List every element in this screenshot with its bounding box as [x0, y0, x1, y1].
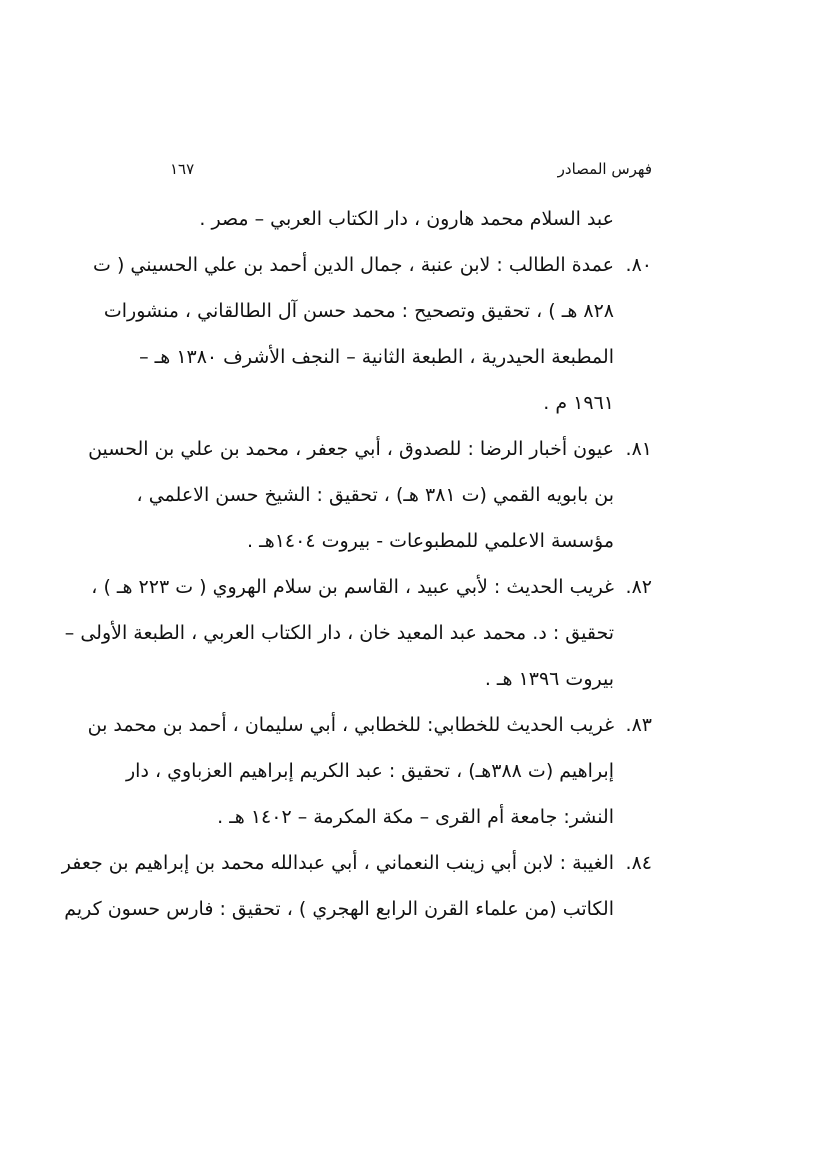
entry-line: غريب الحديث للخطابي: للخطابي ، أبي سليمان ، أحمد بن محمد بن: [87, 714, 614, 736]
entry-line: بن بابويه القمي (ت ٣٨١ هـ) ، تحقيق : الشيخ حسن الاعلمي ،: [136, 484, 614, 506]
entry-line: غريب الحديث : لأبي عبيد ، القاسم بن سلام الهروي ( ت ٢٢٣ هـ ) ،: [91, 576, 614, 598]
bibliography-entry: [88, 426, 652, 564]
entry-line: مؤسسة الاعلمي للمطبوعات - بيروت ١٤٠٤هـ .: [247, 530, 614, 552]
entry-line: النشر: جامعة أم القرى – مكة المكرمة – ١٤٠٢ هـ .: [217, 806, 614, 828]
running-header: [170, 160, 652, 188]
entry-number: ٨٤.: [625, 852, 652, 874]
entry-number: ٨٠.: [625, 254, 652, 276]
header-title: فهرس المصادر: [557, 160, 652, 178]
bibliography-entry: [93, 242, 652, 426]
entry-line: الكاتب (من علماء القرن الرابع الهجري ) ، تحقيق : فارس حسون كريم: [64, 898, 614, 920]
entry-line: المطبعة الحيدرية ، الطبعة الثانية – النجف الأشرف ١٣٨٠ هـ –: [139, 346, 614, 368]
entry-line: إبراهيم (ت ٣٨٨هـ) ، تحقيق : عبد الكريم إبراهيم العزباوي ، دار: [125, 760, 614, 782]
entry-line: ١٩٦١ م .: [543, 392, 614, 414]
entry-line: بيروت ١٣٩٦ هـ .: [484, 668, 614, 690]
entry-line: ٨٢٨ هـ ) ، تحقيق وتصحيح : محمد حسن آل الطالقاني ، منشورات: [103, 300, 614, 322]
continuation-line: عبد السلام محمد هارون ، دار الكتاب العربي – مصر .: [199, 208, 614, 230]
bibliography-body: [61, 196, 652, 932]
entry-number: ٨٣.: [625, 714, 652, 736]
bibliography-entry: [61, 840, 652, 932]
entry-line: تحقيق : د. محمد عبد المعيد خان ، دار الكتاب العربي ، الطبعة الأولى –: [64, 622, 614, 644]
entry-line: عيون أخبار الرضا : للصدوق ، أبي جعفر ، محمد بن علي بن الحسين: [88, 438, 614, 460]
entry-number: ٨١.: [625, 438, 652, 460]
entry-line: الغيبة : لابن أبي زينب النعماني ، أبي عبدالله محمد بن إبراهيم بن جعفر: [61, 852, 614, 874]
bibliography-entry: [87, 702, 652, 840]
entry-line: عمدة الطالب : لابن عنبة ، جمال الدين أحمد بن علي الحسيني ( ت: [93, 254, 614, 276]
bibliography-entry: [64, 564, 652, 702]
page-number: ١٦٧: [170, 160, 195, 178]
entry-number: ٨٢.: [625, 576, 652, 598]
